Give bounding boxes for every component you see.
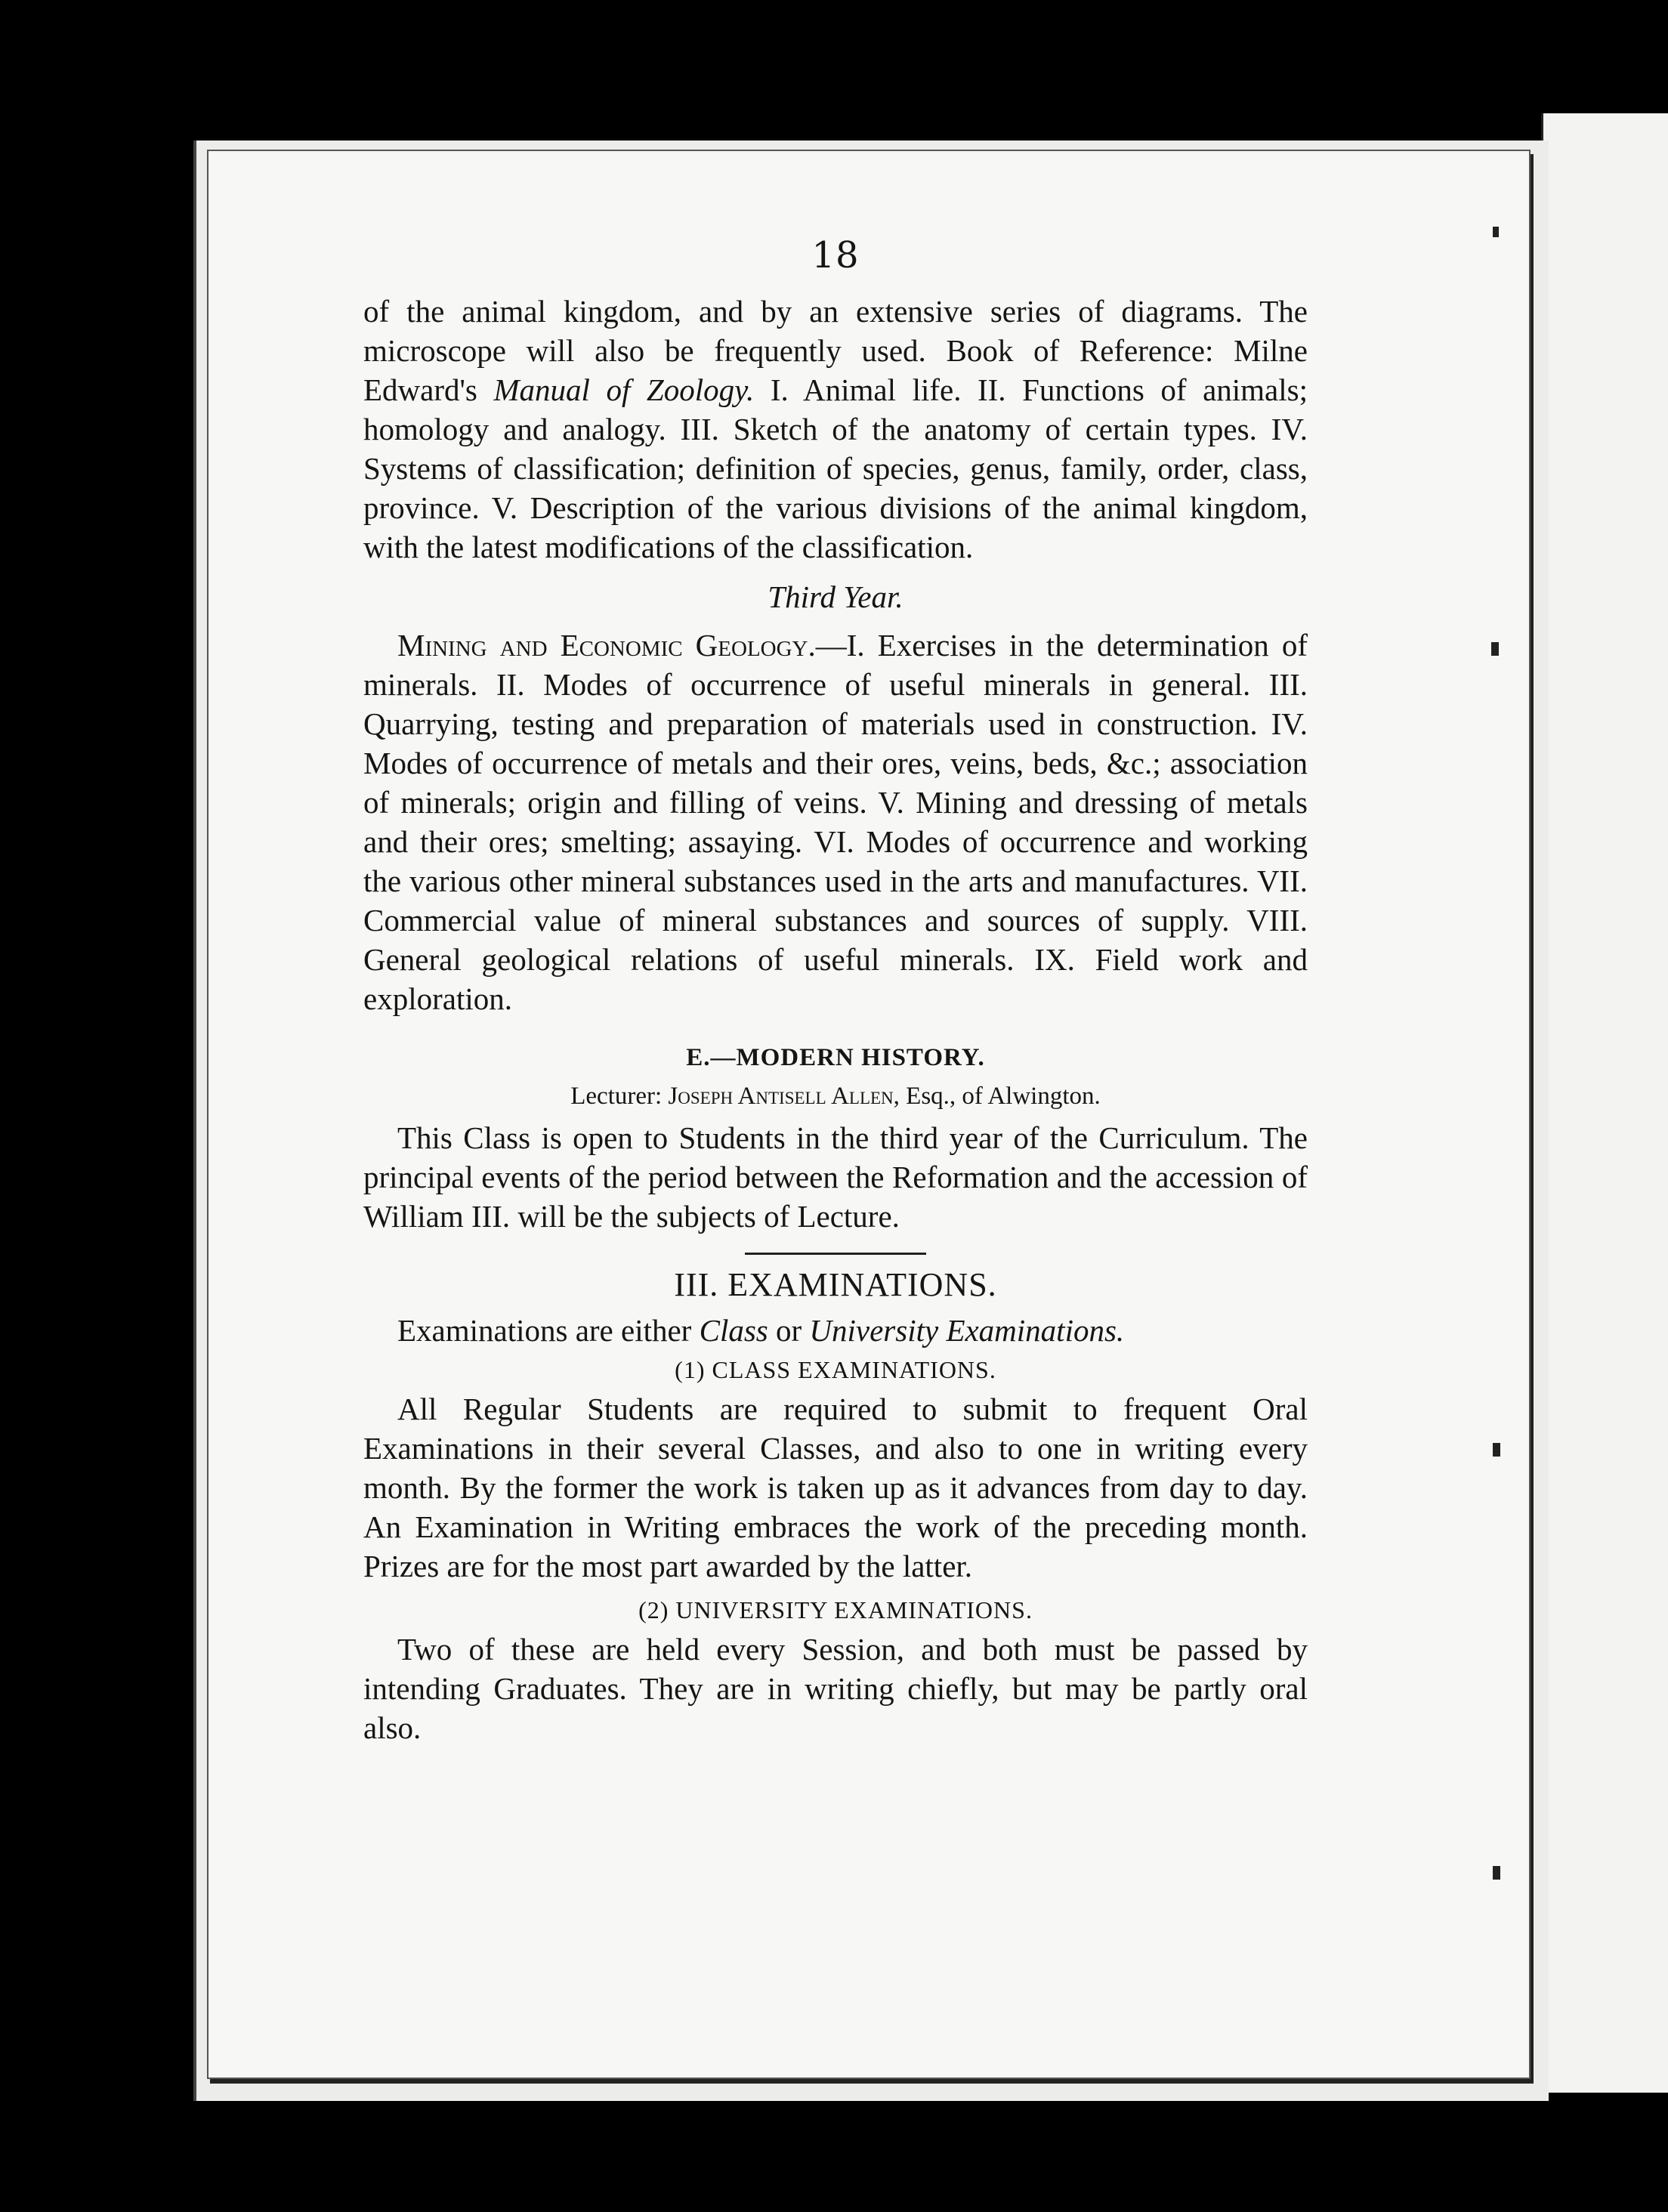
university-word: University Examinations. xyxy=(809,1313,1125,1348)
zoology-text-2: I. Animal life. II. Functions of animals; homology and analogy. III. Sketch of the anatomy of certain types. IV. Systems of classification; definition of species, genus, family, order, class, province. V. Description of the various divisions of the animal kingdom, with the latest modifications of the classification. xyxy=(363,372,1308,564)
binding-mark xyxy=(1491,642,1499,656)
mining-paragraph xyxy=(363,626,1308,1018)
section-divider xyxy=(745,1253,926,1255)
book-title: Manual of Zoology. xyxy=(493,372,755,407)
binding-mark xyxy=(1493,1866,1500,1880)
exam-intro-b: or xyxy=(768,1313,810,1348)
binding-mark xyxy=(1493,227,1499,237)
lecturer-rest: , Esq., of Alwington. xyxy=(893,1083,1101,1110)
third-year-heading: Third Year. xyxy=(768,579,904,614)
exam-intro-a: Examinations are either xyxy=(397,1313,700,1348)
university-exams-paragraph: Two of these are held every Session, and both must be passed by intending Graduates. They are in writing chiefly, but may be partly oral also. xyxy=(363,1632,1308,1745)
lecturer-label: Lecturer: xyxy=(570,1083,663,1110)
modern-history-heading: E.—MODERN HISTORY. xyxy=(686,1044,985,1071)
history-paragraph: This Class is open to Students in the third year of the Curriculum. The principal events of the period between the Reformation and the accession of William III. will be the subjects of Lecture. xyxy=(363,1120,1308,1234)
examinations-title: III. EXAMINATIONS. xyxy=(674,1266,997,1303)
page-number: 18 xyxy=(811,234,860,276)
class-word: Class xyxy=(699,1313,768,1348)
zoology-paragraph xyxy=(363,292,1308,567)
zoology-text-1: of the animal kingdom, and by an extensive series of diagrams. The microscope will also be frequently used. Book of Reference: Milne Edward's xyxy=(363,294,1308,407)
adjacent-page-edge xyxy=(1541,113,1668,2093)
class-exams-paragraph: All Regular Students are required to submit to frequent Oral Examinations in their several Classes, and also to one in writing every month. By the former the work is taken up as it advances from day to day. An Examination in Writing embraces the work of the preceding month. Prizes are for the most part awarded by the latter. xyxy=(363,1392,1308,1583)
book-page xyxy=(207,150,1531,2079)
binding-mark xyxy=(1493,1443,1500,1457)
mining-body: —I. Exercises in the determination of minerals. II. Modes of occurrence of useful minerals in general. III. Quarrying, testing and preparation of materials used in construction. IV. Modes of occurrence of metals and their ores, veins, beds, &c.; association of minerals; origin and filling of veins. V. Mining and dressing of metals and their ores; smelting; assaying. VI. Modes of occurrence and working the various other mineral substances used in the arts and manufactures. VII. Commercial value of mineral substances and sources of supply. VIII. General geological relations of useful minerals. IX. Field work and exploration. xyxy=(363,628,1308,1016)
examinations-intro xyxy=(363,1311,1308,1350)
lecturer-name: Joseph Antisell Allen xyxy=(668,1083,894,1110)
university-exams-heading: (2) UNIVERSITY EXAMINATIONS. xyxy=(638,1596,1033,1623)
page-text xyxy=(363,234,1308,1747)
mining-title: Mining and Economic Geology. xyxy=(397,628,816,663)
lecturer-line xyxy=(363,1079,1308,1114)
class-exams-heading: (1) CLASS EXAMINATIONS. xyxy=(675,1356,996,1383)
